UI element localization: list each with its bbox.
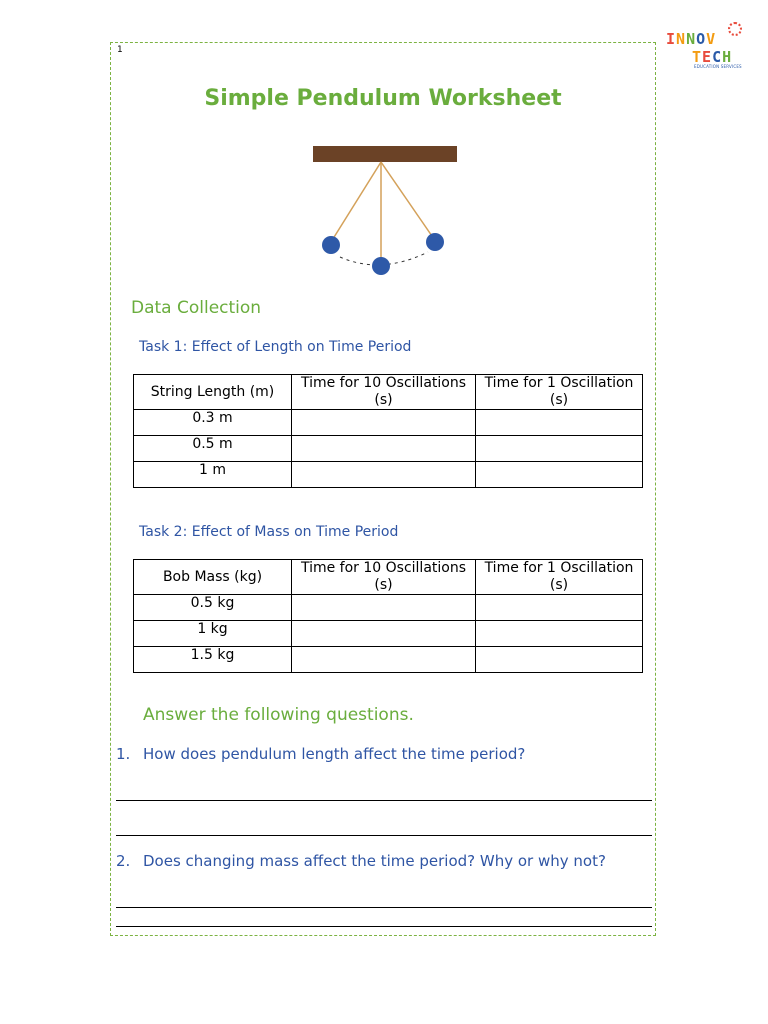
pendulum-string-right: [381, 162, 434, 239]
answer-line[interactable]: [116, 907, 652, 908]
column-header: Bob Mass (kg): [134, 560, 292, 595]
table-cell-length: 0.5 m: [134, 436, 292, 462]
column-header: String Length (m): [134, 375, 292, 410]
answer-line[interactable]: [116, 835, 652, 836]
answer-line[interactable]: [116, 926, 652, 927]
questions-heading: Answer the following questions.: [143, 705, 414, 725]
task2-heading: Task 2: Effect of Mass on Time Period: [139, 524, 399, 540]
logo-letter: I: [666, 30, 677, 48]
table-row: [134, 595, 643, 621]
table-cell-blank[interactable]: [292, 462, 476, 488]
question-number: 2.: [116, 852, 131, 870]
question-1: [116, 745, 525, 763]
table-cell-blank[interactable]: [292, 410, 476, 436]
page-title: Simple Pendulum Worksheet: [204, 86, 562, 111]
question-number: 1.: [116, 745, 131, 763]
table-header-row: [134, 375, 643, 410]
logo-letter: C: [712, 48, 723, 66]
innovtech-logo: [666, 22, 748, 72]
logo-letter: H: [722, 48, 733, 66]
logo-subtitle: EDUCATION SERVICES: [694, 64, 742, 69]
section-heading-data-collection: Data Collection: [131, 298, 262, 318]
gear-icon: [728, 22, 742, 36]
table-cell-blank[interactable]: [476, 647, 643, 673]
logo-letter: N: [676, 30, 687, 48]
task1-heading: Task 1: Effect of Length on Time Period: [139, 339, 412, 355]
question-text: How does pendulum length affect the time period?: [143, 745, 526, 763]
pendulum-illustration: [300, 140, 470, 280]
table-header-row: [134, 560, 643, 595]
column-header: Time for 10 Oscillations (s): [292, 560, 476, 595]
pendulum-bob-center: [372, 257, 390, 275]
table-row: [134, 647, 643, 673]
column-header: Time for 1 Oscillation (s): [476, 375, 643, 410]
table-row: [134, 410, 643, 436]
table-cell-blank[interactable]: [476, 595, 643, 621]
pendulum-bob-right: [426, 233, 444, 251]
pendulum-support-bar: [313, 146, 457, 162]
table-cell-blank[interactable]: [292, 621, 476, 647]
logo-letter: E: [702, 48, 713, 66]
pendulum-bob-left: [322, 236, 340, 254]
table-cell-length: 0.3 m: [134, 410, 292, 436]
column-header: Time for 1 Oscillation (s): [476, 560, 643, 595]
page-number: 1: [117, 45, 123, 55]
question-text: Does changing mass affect the time period? Why or why not?: [143, 852, 606, 870]
table-cell-blank[interactable]: [476, 621, 643, 647]
table-cell-blank[interactable]: [292, 436, 476, 462]
table-row: [134, 436, 643, 462]
pendulum-string-left: [331, 162, 381, 242]
table-cell-mass: 1 kg: [134, 621, 292, 647]
logo-letter: T: [692, 48, 703, 66]
answer-line[interactable]: [116, 800, 652, 801]
logo-line-1: [666, 30, 716, 48]
question-2: [116, 852, 606, 870]
task1-table: [133, 374, 643, 488]
logo-letter: O: [696, 30, 707, 48]
task2-table: [133, 559, 643, 673]
table-cell-mass: 0.5 kg: [134, 595, 292, 621]
logo-letter: V: [706, 30, 717, 48]
table-row: [134, 462, 643, 488]
table-cell-mass: 1.5 kg: [134, 647, 292, 673]
table-cell-blank[interactable]: [476, 410, 643, 436]
table-cell-blank[interactable]: [476, 436, 643, 462]
column-header: Time for 10 Oscillations (s): [292, 375, 476, 410]
table-cell-length: 1 m: [134, 462, 292, 488]
table-cell-blank[interactable]: [476, 462, 643, 488]
logo-letter: N: [686, 30, 697, 48]
table-cell-blank[interactable]: [292, 647, 476, 673]
table-row: [134, 621, 643, 647]
table-cell-blank[interactable]: [292, 595, 476, 621]
